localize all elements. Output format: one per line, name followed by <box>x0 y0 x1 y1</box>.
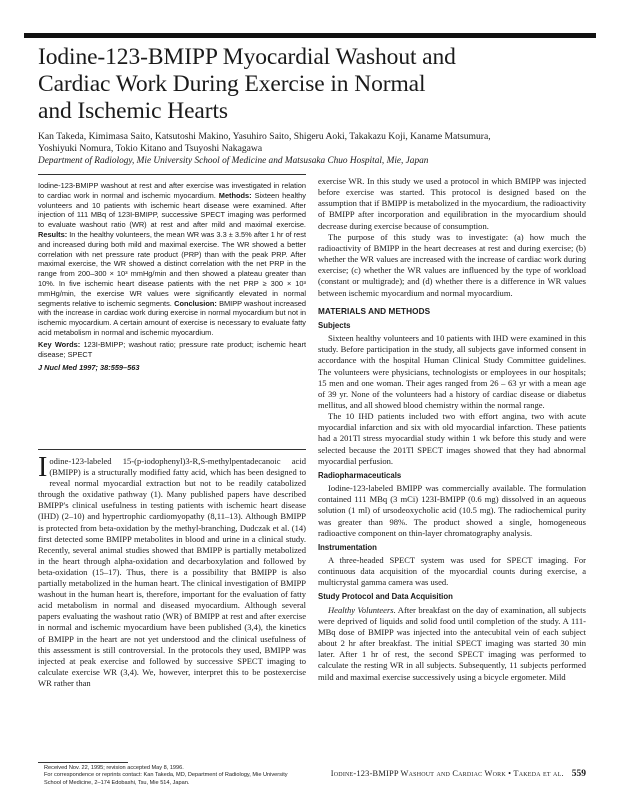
abstract-results: In the healthy volunteers, the mean WR was 3.3 ± 3.5% after 1 hr of rest and increased during both mild and maximal exercise. The WR showed a better correlation with net pressure rate product (PRP) than with the peak PRP. After maximal exercise, the WR showed a distinct correlation with the net PRP in the range from 200–300 × 10³ mmHg/min and then showed a plateau greater than 10%. In five ischemic heart disease patients with the net PRP ≥ 300 × 10³ mmHg/min, the exercise WR values were significantly elevated in normal segments relative to ischemic segments. <box>38 229 306 308</box>
running-footer <box>318 769 586 779</box>
intro-column <box>38 452 306 689</box>
intro-paragraph <box>38 452 306 689</box>
subsection-heading: Instrumentation <box>318 542 377 552</box>
abstract-top-rule <box>38 174 306 175</box>
footnote-received: Received Nov. 22, 1995; revision accepted May 8, 1996. <box>44 765 184 771</box>
abstract-bottom-rule <box>38 449 306 450</box>
subsection-heading: Subjects <box>318 320 351 330</box>
author-line: Yoshiyuki Nomura, Tokio Kitano and Tsuyoshi Nakagawa <box>38 143 263 154</box>
title-line: Cardiac Work During Exercise in Normal <box>38 71 426 97</box>
journal-citation: J Nucl Med 1997; 38:559–563 <box>38 363 140 373</box>
top-rule <box>24 33 596 38</box>
paragraph: The purpose of this study was to investigate: (a) how much the radioactivity of BMIPP in the heart decreases at rest and during exercise; (b) whether the WR values are increased with the increase of cardiac work during exercise; (c) whether the WR values are influenced by the type of workload (constant or multigrade); and (d) whether there is a difference in WR values between ischemic myocardium and normal myocardium. <box>318 231 586 298</box>
paragraph-text: After breakfast on the day of examination, all subjects were deprived of liquids and solid food until completion of the study. A 111-MBq dose of BMIPP was injected into the antecubital vein of each subject about 2 hr after breakfast. The initial SPECT imaging was started 30 min later. After 1 hr of rest, the second SPECT imaging was performed to calculate the resting WR in all subjects. Subsequently, 11 subjects performed mild and maximal exercise successively using a bicycle ergometer. Mild <box>318 604 586 682</box>
author-line: Kan Takeda, Kimimasa Saito, Katsutoshi Makino, Yasuhiro Saito, Shigeru Aoki, Takakazu Koji, Kaname Matsumura, <box>38 131 491 142</box>
affiliation: Department of Radiology, Mie University School of Medicine and Matsusaka Chuo Hospital, Mie, Japan <box>38 156 429 166</box>
paragraph: Sixteen healthy volunteers and 10 patients with IHD were examined in this study. Before participation in the study, all subjects gave informed consent in accordance with the hospital Human Clinical Study Committee guidelines. The volunteers were physicians, technologists or employees in our hospitals; 15 men and one woman. Their ages ranged from 26 – 63 yr with a mean age of 39 yr. None of the volunteers had a history of cardiac disease or diabetus mellitus, and all showed blood chemistry within the normal range. <box>318 333 586 410</box>
page-number: 559 <box>571 769 586 779</box>
subsection-heading: Study Protocol and Data Acquisition <box>318 592 453 602</box>
abstract-body <box>38 181 306 338</box>
abstract-intro: Iodine-123-BMIPP washout at rest and after exercise was investigated in relation to cardiac work in normal and ischemic myocardium. <box>38 181 306 200</box>
footnote-correspondence: For correspondence or reprints contact: Kan Takeda, MD, Department of Radiology, Mie University School of Medicine, 2–174 Edobashi, Tsu, Mie 514, Japan. <box>44 772 288 786</box>
footnote-rule <box>38 762 128 763</box>
keywords-label: Key Words: <box>38 339 81 349</box>
author-list <box>38 131 608 155</box>
abstract-conclusion: BMIPP washout increased with the increase in cardiac work during exercise in normal myocardium but not in ischemic myocardium. A certain amount of exercise is necessary to evaluate fatty acid metabolism in normal and ischemic myocardium. <box>38 298 306 337</box>
title-line: Iodine-123-BMIPP Myocardial Washout and <box>38 44 456 70</box>
abstract <box>38 181 306 373</box>
section-heading: MATERIALS AND METHODS <box>318 306 431 316</box>
keywords <box>38 340 306 360</box>
right-column <box>318 176 586 683</box>
intro-text: odine-123-labeled 15-(p-iodophenyl)3-R,S-methylpentadecanoic acid (BMIPP) is a structurally modified fatty acid, which has been designed to reveal normal myocardial extraction but not to be readily catabolized through the oxidative pathway (1). Many published papers have described BMIPP's clinical usefulness in testing patients with ischemic heart disease (IHD) (2–10) and hypertrophic cardiomyopathy (8,11–13). Although BMIPP is protected from beta-oxidation by the methyl-branching, Dudczak et al. (14) first detected some BMIPP metabolites in blood and urine in a clinical study. Recently, several animal studies showed that BMIPP is partially metabolized in the heart through alpha-oxidation and decarboxylation and followed by beta-oxidation (15–17). Thus, there is a possibility that BMIPP is also partially metabolized in the human heart. The clinical investigation of BMIPP washout in the human heart is, therefore, important for the evaluation of fatty acid metabolism in normal and diseased myocardium. Although several papers evaluating the washout ratio (WR) of BMIPP at rest and after exercise in normal and ischemic myocardium have been published (3,4), the kinetics of BMIPP in the heart are not yet understood and the clinical usefulness of this assessment is still controversial. In the protocols they used, BMIPP was injected at peak exercise and followed by successive SPECT imaging to calculate exercise WR (3,4). We, however, interpret this to be postexercise WR rather than <box>38 456 306 688</box>
subsection-heading: Radiopharmaceuticals <box>318 470 402 480</box>
title-line: and Ischemic Hearts <box>38 98 228 124</box>
paragraph-label: Healthy Volunteers. <box>328 604 396 615</box>
article-title <box>38 44 598 125</box>
drop-cap: I <box>38 452 48 483</box>
paragraph <box>318 605 586 683</box>
paragraph: A three-headed SPECT system was used for SPECT imaging. For continuous data acquisition of the myocardial counts during exercise, a multicrystal gamma camera was used. <box>318 555 586 588</box>
abstract-conclusion-label: Conclusion: <box>174 298 217 308</box>
abstract-methods-label: Methods: <box>218 190 252 200</box>
running-footer-text: Iodine-123-BMIPP Washout and Cardiac Work • Takeda et al. <box>330 769 564 778</box>
keywords-text: 123I-BMIPP; washout ratio; pressure rate product; ischemic heart disease; SPECT <box>38 339 306 359</box>
paragraph: Iodine-123-labeled BMIPP was commercially available. The formulation contained 111 MBq (3 mCi) 123I-BMIPP (0.6 mg) dissolved in an aqueous solution (1 ml) of ursodeoxycholic acid (10.5 mg). The radiochemical purity was greater than 98%. The product showed a single, homogeneous radioactive component on thin-layer chromatography analysis. <box>318 483 586 538</box>
paragraph: exercise WR. In this study we used a protocol in which BMIPP was injected before exercise was started. This protocol is designed based on the assumption that if BMIPP is metabolized in the myocardium, the radioactivity of BMIPP after incorporation and equilibration in the myocardium should decrease during exercise because of consumption. <box>318 176 586 231</box>
abstract-results-label: Results: <box>38 229 68 239</box>
footnotes <box>44 765 306 787</box>
paragraph: The 10 IHD patients included two with effort angina, two with acute myocardial infarction and six with old myocardial infarction. These patients had a 201Tl stress myocardial study within 1 wk before this study and were selected because the 201Tl SPECT images showed that they had abnormal myocardial perfusion. <box>318 411 586 466</box>
abstract-methods: Sixteen healthy volunteers and 10 patients with ischemic heart disease were examined. After injection of 111 MBq of 123I-BMIPP, successive SPECT imaging was performed to evaluate washout ratio (WR) at rest and after mild and maximal exercise. <box>38 190 306 230</box>
